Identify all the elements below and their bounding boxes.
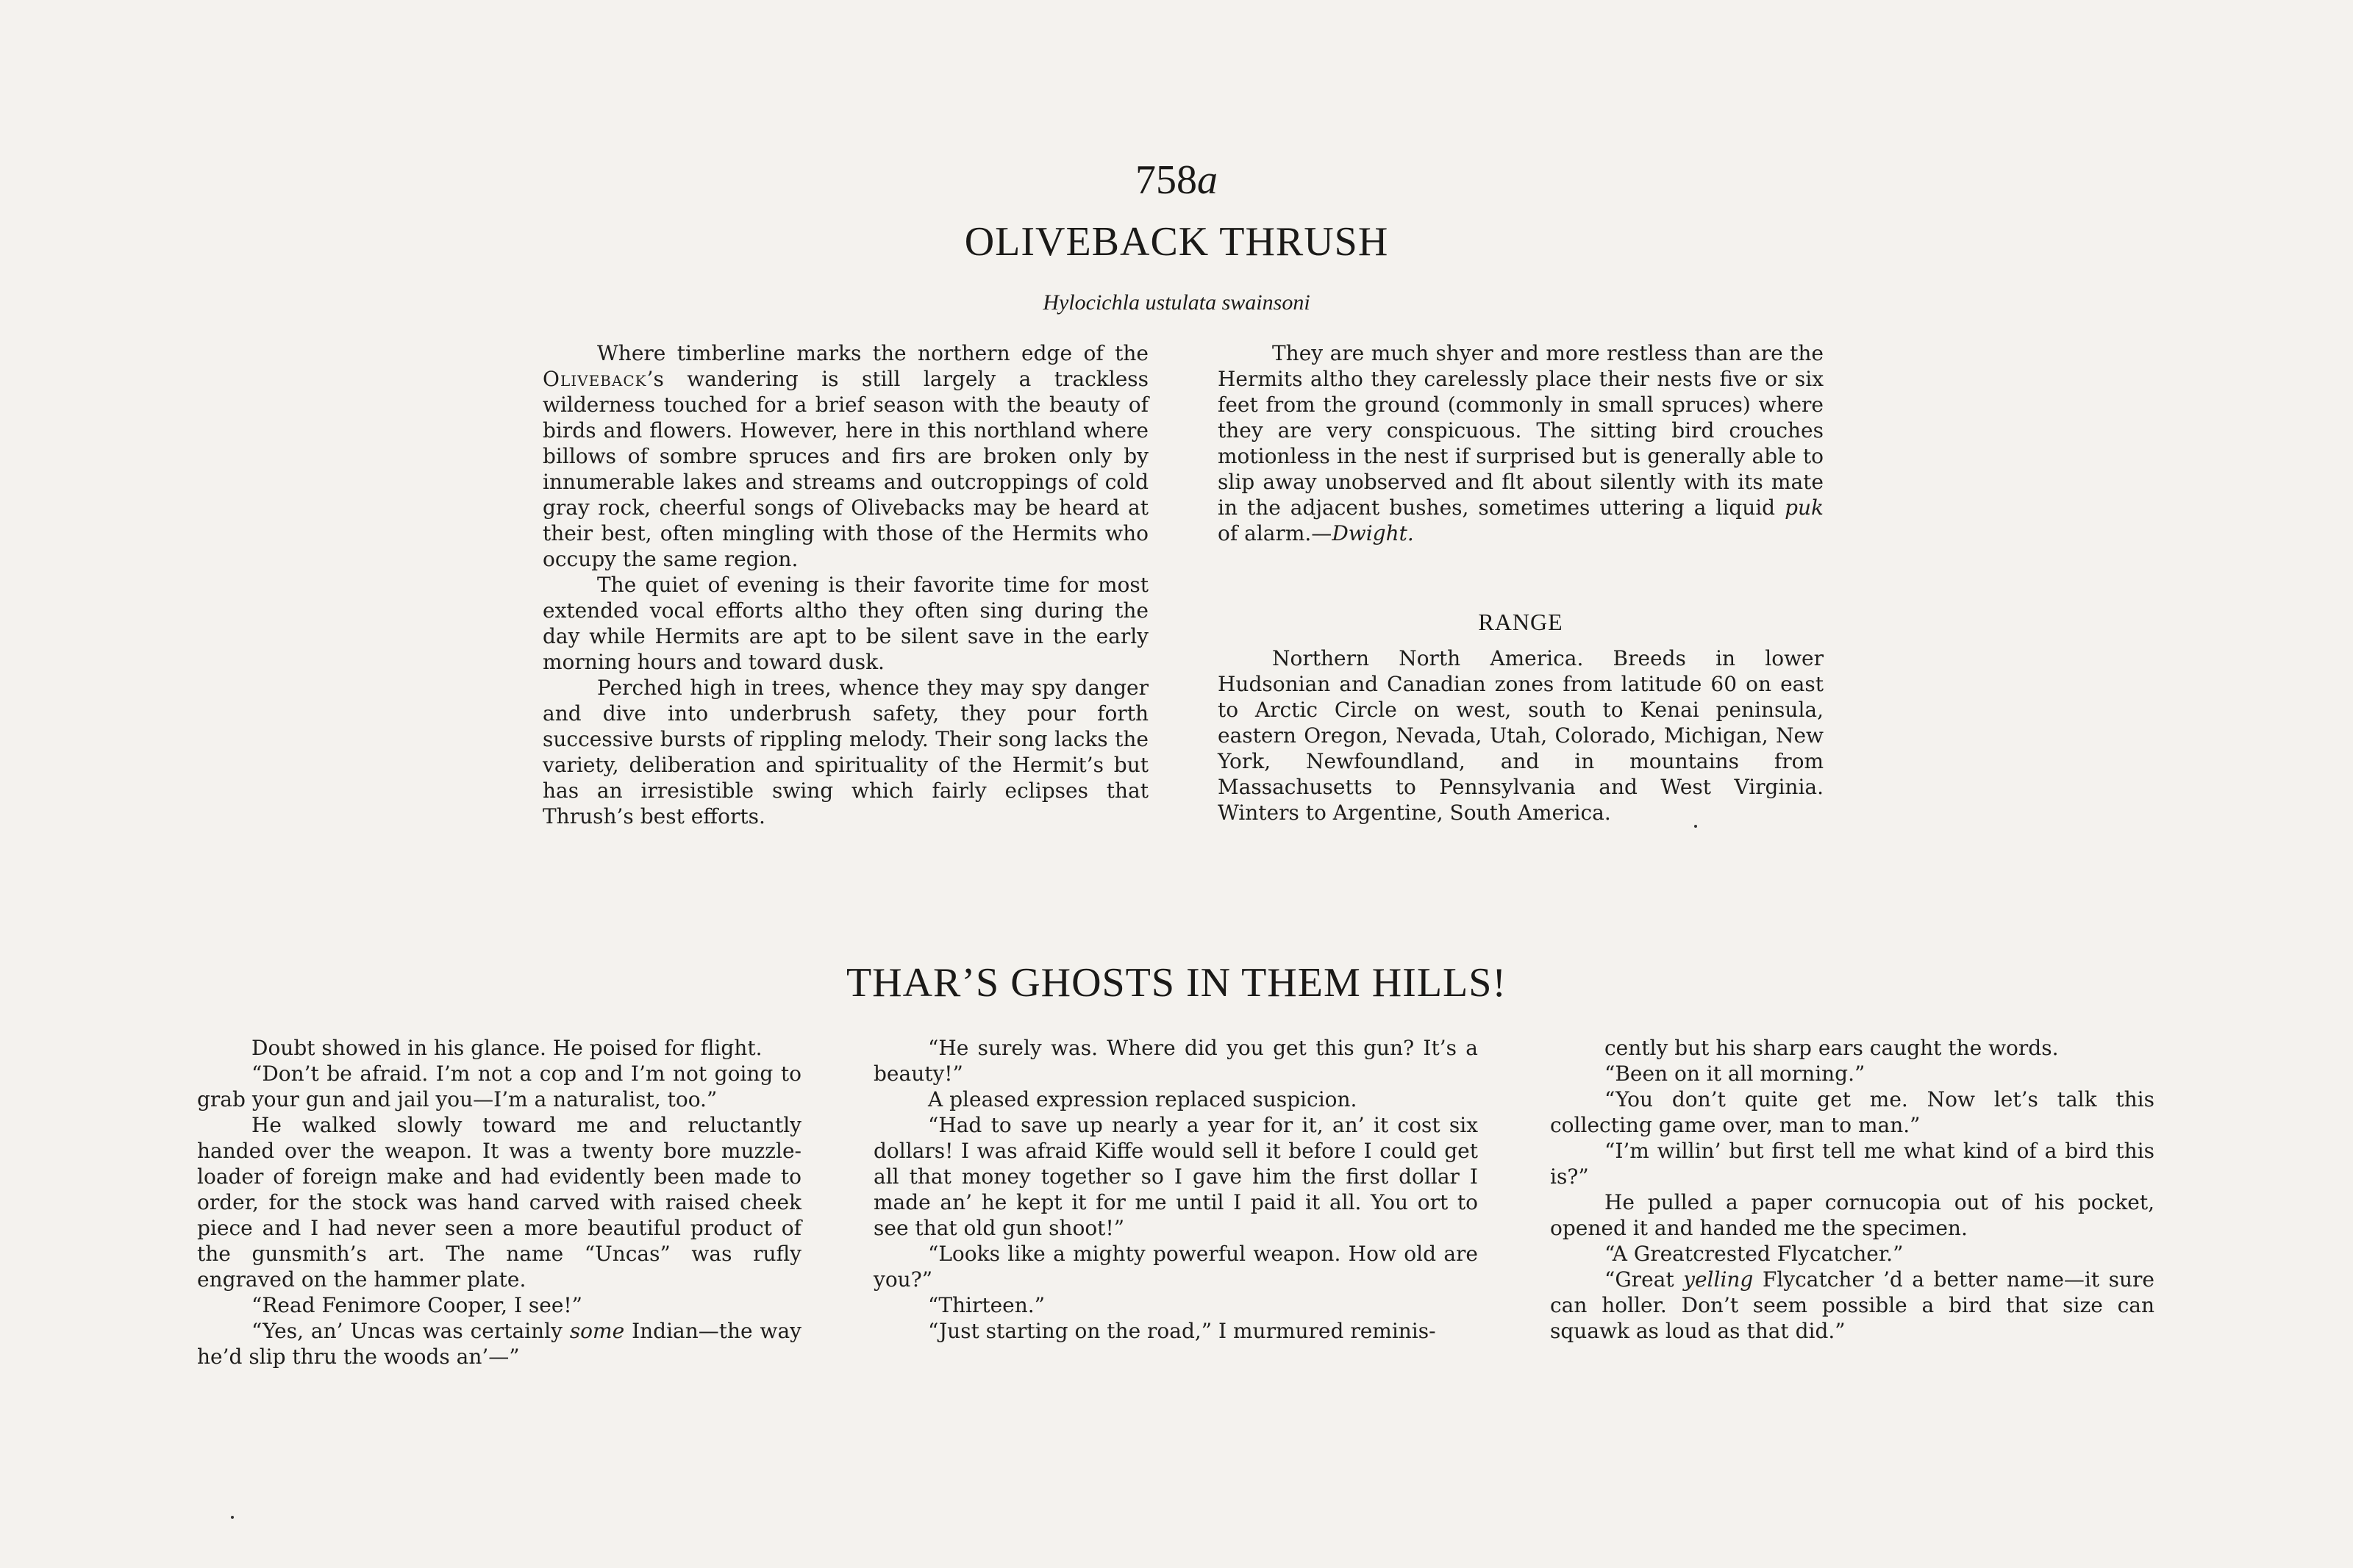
story-paragraph: “Had to save up nearly a year for it, an’ it cost six dollars! I was afraid Kiffe would sell it before I could get all that money together so I gave him the first dollar I made an’ he kept it for me until I paid it all. You ort to see that old gun shoot!” bbox=[874, 1113, 1478, 1240]
story-paragraph: A pleased expression replaced suspicion. bbox=[928, 1087, 1357, 1111]
story-text: Indian—the way he’d slip thru the woods an’—” bbox=[197, 1319, 801, 1369]
story-text: “Great bbox=[1604, 1267, 1674, 1292]
article-paragraph bbox=[1218, 340, 1824, 546]
italic-word: some bbox=[569, 1319, 625, 1343]
article-paragraph-text: They are much shyer and more restless than are the Hermits altho they carelessly place their nests five or six feet from the ground (commonly in small spruces) where they are very conspicuous. The sitting bird crouches motionless in the nest if surprised but is generally able to slip away unobserved and flt about silently with its mate in the adjacent bushes, sometimes uttering a liquid bbox=[1218, 341, 1824, 520]
story-paragraph: “Looks like a mighty powerful weapon. How old are you?” bbox=[874, 1242, 1478, 1292]
story-text: “Yes, an’ Uncas was certainly bbox=[251, 1319, 563, 1343]
story-paragraph: “I’m willin’ but first tell me what kind of a bird this is?” bbox=[1550, 1139, 2154, 1189]
page-number bbox=[0, 156, 2353, 204]
story-paragraph: “Been on it all morning.” bbox=[1604, 1062, 1865, 1086]
story-paragraph: “Read Fenimore Cooper, I see!” bbox=[251, 1293, 582, 1317]
article-paragraph bbox=[543, 340, 1149, 572]
article-column-left bbox=[543, 340, 1149, 829]
story-paragraph: Doubt showed in his glance. He poised for flight. bbox=[251, 1036, 763, 1060]
story-paragraph: “Just starting on the road,” I murmured reminis- bbox=[928, 1319, 1436, 1343]
attribution: Dwight. bbox=[1332, 521, 1414, 545]
story-paragraph: He pulled a paper cornucopia out of his pocket, opened it and handed me the specimen. bbox=[1550, 1190, 2154, 1240]
story-paragraph bbox=[1550, 1267, 2154, 1344]
story-paragraph: “Don’t be afraid. I’m not a cop and I’m not going to grab your gun and jail you—I’m a naturalist, too.” bbox=[197, 1062, 801, 1111]
article-paragraph: The quiet of evening is their favorite time for most extended vocal efforts altho they often sing during the day while Hermits are apt to be silent save in the early morning hours and toward dusk. bbox=[543, 573, 1149, 674]
article-paragraph: Perched high in trees, whence they may spy danger and dive into underbrush safety, they pour forth successive bursts of rippling melody. Their song lacks the variety, deliberation and spirituality of the Hermit’s but has an irresistible swing which fairly eclipses that Thrush’s best efforts. bbox=[543, 676, 1149, 828]
article-column-right bbox=[1218, 340, 1824, 546]
story-column-3 bbox=[1550, 1035, 2154, 1344]
story-title: THAR’S GHOSTS IN THEM HILLS! bbox=[846, 960, 1507, 1006]
story-paragraph: “A Greatcrested Flycatcher.” bbox=[1604, 1242, 1904, 1266]
range-heading: RANGE bbox=[1478, 609, 1563, 635]
bird-name-smallcaps: Oliveback bbox=[543, 367, 647, 391]
story-paragraph: “He surely was. Where did you get this gun? It’s a beauty!” bbox=[874, 1036, 1478, 1086]
story-paragraph: He walked slowly toward me and reluctantly handed over the weapon. It was a twenty bore muzzle-loader of foreign make and had evidently been made to order, for the stock was hand carved with raised cheek piece and I had never seen a more beautiful product of the gunsmith’s art. The name “Uncas” was rufly engraved on the hammer plate. bbox=[197, 1113, 801, 1292]
article-paragraph-lead: Where timberline marks the northern edge of the bbox=[597, 341, 1149, 365]
story-column-1 bbox=[197, 1035, 801, 1370]
story-column-2 bbox=[874, 1035, 1478, 1344]
page-number-digits: 758 bbox=[1135, 157, 1197, 203]
range-text: Northern North America. Breeds in lower Hudsonian and Canadian zones from latitude 60 on east to Arctic Circle on west, south to Kenai peninsula, eastern Oregon, Nevada, Utah, Colorado, Michigan, New York, Newfoundland, and in mountains from Massachusetts to Pennsylvania and West Virginia. Winters to Argentine, South America. bbox=[1218, 646, 1824, 825]
article-paragraph-text: of alarm.— bbox=[1218, 521, 1332, 545]
article-paragraph-rest: ’s wandering is still largely a trackless wilderness touched for a brief season with the beauty of birds and flowers. However, here in this northland where billows of sombre spruces and firs are broken only by innumerable lakes and streams and outcroppings of cold gray rock, cheerful songs of Olivebacks may be heard at their best, often mingling with those of the Hermits who occupy the same region. bbox=[543, 367, 1149, 571]
story-paragraph bbox=[197, 1318, 801, 1370]
story-paragraph: “Thirteen.” bbox=[928, 1293, 1046, 1317]
article-title: OLIVEBACK THRUSH bbox=[964, 219, 1389, 265]
story-paragraph: cently but his sharp ears caught the words. bbox=[1604, 1036, 2059, 1060]
scan-speck bbox=[1694, 825, 1697, 828]
scan-speck bbox=[231, 1516, 234, 1519]
italic-word: puk bbox=[1785, 495, 1824, 520]
story-paragraph: “You don’t quite get me. Now let’s talk this collecting game over, man to man.” bbox=[1550, 1087, 2154, 1137]
range-section bbox=[1218, 645, 1824, 826]
scientific-name: Hylocichla ustulata swainsoni bbox=[1043, 290, 1310, 315]
page-number-suffix: a bbox=[1197, 157, 1218, 203]
italic-word: yelling bbox=[1683, 1267, 1754, 1292]
story-text: Flycatcher ’d a better name—it sure can holler. Don’t seem possible a bird that size can squawk as loud as that did.” bbox=[1550, 1267, 2154, 1343]
